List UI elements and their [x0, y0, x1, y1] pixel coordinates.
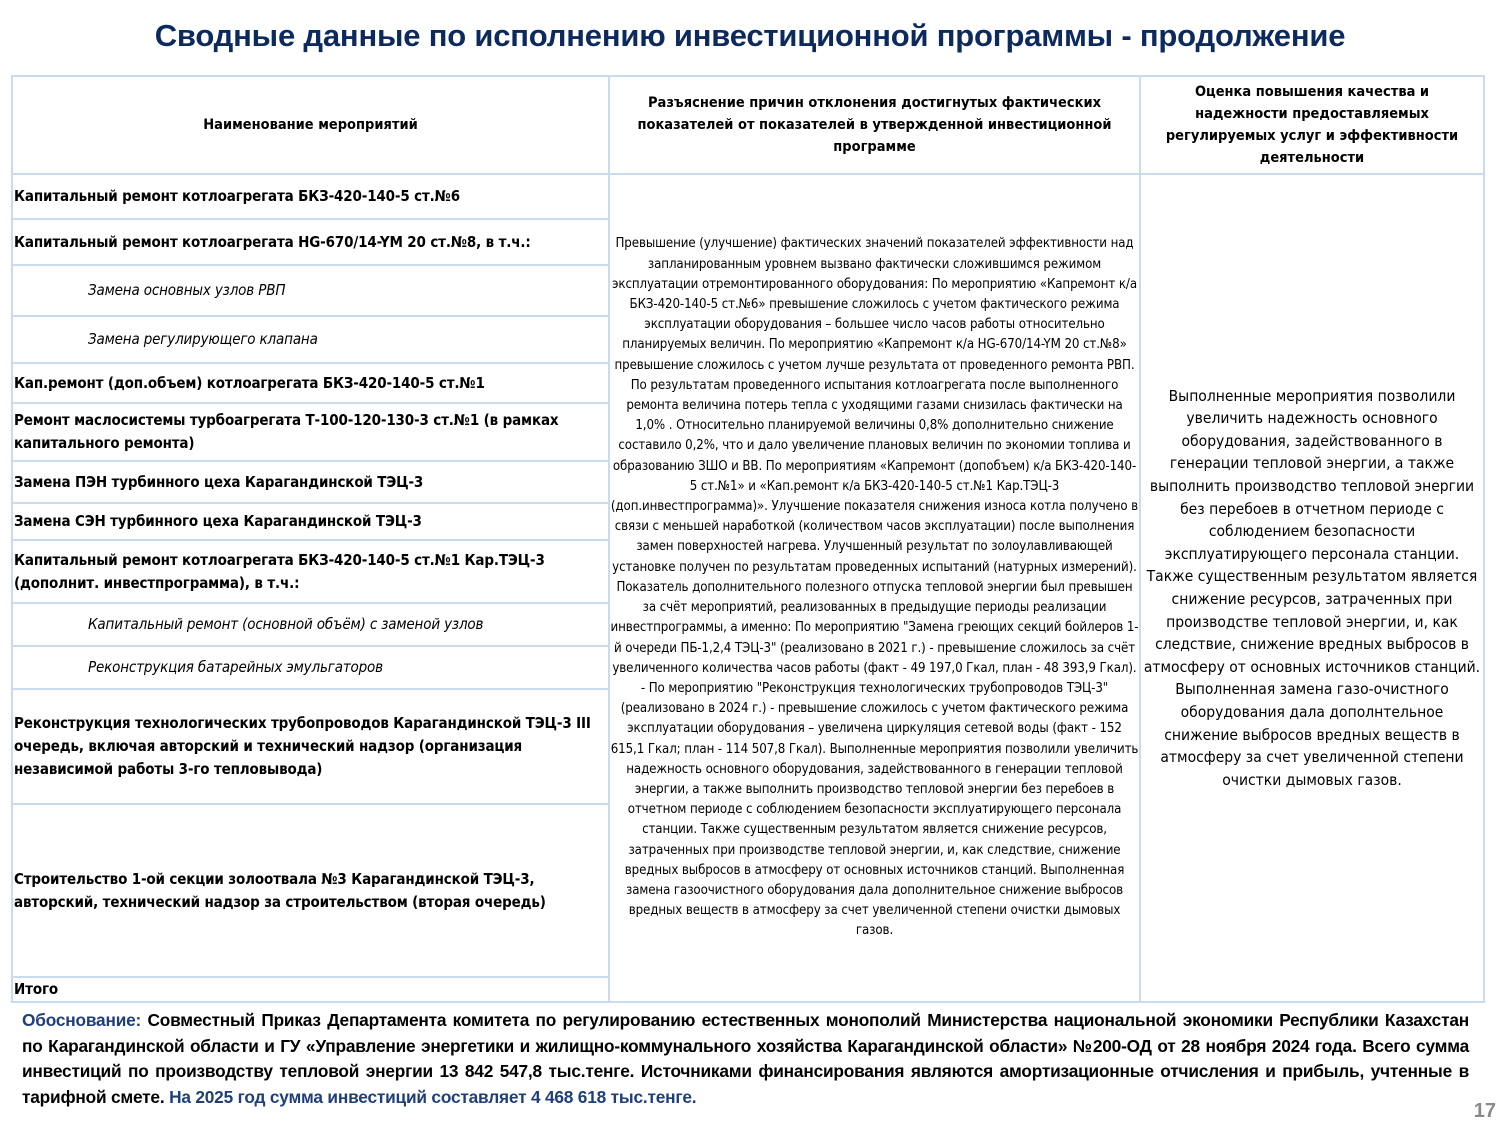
activity-name: Капитальный ремонт котлоагрегата БКЗ-420-140-5 ст.№6	[12, 174, 609, 219]
justification-note	[22, 1008, 1469, 1110]
page-number: 17	[1473, 1100, 1496, 1122]
activity-subitem: Капитальный ремонт (основной объём) с заменой узлов	[12, 603, 609, 646]
activity-subitem: Реконструкция батарейных эмульгаторов	[12, 646, 609, 689]
table-header-row	[12, 76, 1484, 174]
header-quality-evaluation: Оценка повышения качества и надежности предоставляемых регулируемых услуг и эффективности деятельности	[1140, 76, 1484, 174]
deviation-explanation: Превышение (улучшение) фактических значений показателей эффективности над запланированным уровнем вызвано фактически сложившимся режимом эксплуатации отремонтированного оборудования: По мероприятию «Капремонт к/а БКЗ-420-140-5 ст.№6» превышение сложилось с учетом фактического режима эксплуатации оборудования – большее число часов работы относительно планируемых величин. По мероприятию «Капремонт к/а HG-670/14-YM 20 ст.№8» превышение сложилось с учетом лучше результата от проведенного ремонта РВП. По результатам проведенного испытания котлоагрегата после выполненного ремонта величина потерь тепла с уходящими газами снизилась фактически на 1,0% . Относительно планируемой величины 0,8% дополнительно снижение составило 0,2%, что и дало увеличение плановых величин по экономии топлива и образованию ЗШО и ВВ. По мероприятиям «Капремонт (допобъем) к/а БКЗ-420-140-5 ст.№1» и «Кап.ремонт к/а БКЗ-420-140-5 ст.№1 Кар.ТЭЦ-3 (доп.инвестпрограмма)». Улучшение показателя снижения износа котла получено в связи с меньшей наработкой (количеством часов эксплуатации) после выполнения замен поверхностей нагрева. Улучшенный результат по золоулавливающей установке получен по результатам проведенных испытаний (натурных измерений). Показатель дополнительного полезного отпуска тепловой энергии был превышен за счёт мероприятий, реализованных в предыдущие периоды реализации инвестпрограммы, а именно: По мероприятию "Замена греющих секций бойлеров 1-й очереди ПБ-1,2,4 ТЭЦ-3" (реализовано в 2021 г.) - превышение сложилось за счёт увеличенного количества часов работы (факт - 49 197,0 Гкал, план - 48 393,9 Гкал). - По мероприятию "Реконструкция технологических трубопроводов ТЭЦ-3" (реализовано в 2024 г.) - превышение сложилось с учетом фактического режима эксплуатации оборудования – увеличена циркуляция сетевой воды (факт - 152 615,1 Гкал; план - 114 507,8 Гкал). Выполненные мероприятия позволили увеличить надежность основного оборудования, задействованного в генерации тепловой энергии, а также выполнить производство тепловой энергии без перебоев в отчетном периоде с соблюдением безопасности эксплуатирующего персонала станции. Также существенным результатом является снижение ресурсов, затраченных при производстве тепловой энергии, и, как следствие, снижение вредных выбросов в атмосферу от основных источников станций. Выполненная замена газоочистного оборудования дала дополнительное снижение выбросов вредных веществ в атмосферу за счет увеличенной степени очистки дымовых газов.	[609, 174, 1140, 1002]
activity-name: Кап.ремонт (доп.объем) котлоагрегата БКЗ-420-140-5 ст.№1	[12, 363, 609, 403]
header-activity-name: Наименование мероприятий	[12, 76, 609, 174]
activity-name: Реконструкция технологических трубопроводов Карагандинской ТЭЦ-3 III очередь, включая авторский и технический надзор (организация независимой работы 3-го тепловывода)	[12, 689, 609, 804]
justification-label: Обоснование:	[22, 1010, 142, 1030]
justification-text: Совместный Приказ Департамента комитета по регулированию естественных монополий Министерства национальной экономики Республики Казахстан по Карагандинской области и ГУ «Управление энергетики и жилищно-коммунального хозяйства Карагандинской области» №200-ОД от 28 ноября 2024 года. Всего сумма инвестиций по производству тепловой энергии 13 842 547,8 тыс.тенге. Источниками финансирования являются амортизационные отчисления и прибыль, учтенные в тарифной смете.	[22, 1010, 1469, 1107]
investment-summary-table	[11, 75, 1485, 1003]
quality-evaluation: Выполненные мероприятия позволили увеличить надежность основного оборудования, задействованного в генерации тепловой энергии, а также выполнить производство тепловой энергии без перебоев в отчетном периоде с соблюдением безопасности эксплуатирующего персонала станции. Также существенным результатом является снижение ресурсов, затраченных при производстве тепловой энергии, и, как следствие, снижение вредных выбросов в атмосферу от основных источников станций. Выполненная замена газо-очистного оборудования дала дополнтельное снижение выбросов вредных веществ в атмосферу за счет увеличенной степени очистки дымовых газов.	[1140, 174, 1484, 1002]
table-row	[12, 174, 1484, 219]
activity-subitem: Замена основных узлов РВП	[12, 265, 609, 316]
activity-name: Капитальный ремонт котлоагрегата HG-670/14-YM 20 ст.№8, в т.ч.:	[12, 219, 609, 265]
page-title: Сводные данные по исполнению инвестиционной программы - продолжение	[154, 18, 1346, 53]
total-label: Итого	[12, 977, 609, 1002]
activity-name: Строительство 1-ой секции золоотвала №3 Карагандинской ТЭЦ-3, авторский, технический надзор за строительством (вторая очередь)	[12, 804, 609, 977]
investment-2025-note: На 2025 год сумма инвестиций составляет 4 468 618 тыс.тенге.	[169, 1086, 697, 1107]
header-deviation-explanation: Разъяснение причин отклонения достигнутых фактических показателей от показателей в утвержденной инвестиционной программе	[609, 76, 1140, 174]
activity-name: Замена СЭН турбинного цеха Карагандинской ТЭЦ-3	[12, 503, 609, 540]
activity-subitem: Замена регулирующего клапана	[12, 316, 609, 363]
activity-name: Капитальный ремонт котлоагрегата БКЗ-420-140-5 ст.№1 Кар.ТЭЦ-3 (дополнит. инвестпрограмма), в т.ч.:	[12, 540, 609, 603]
activity-name: Ремонт маслосистемы турбоагрегата Т-100-120-130-3 ст.№1 (в рамках капитального ремонта)	[12, 403, 609, 461]
activity-name: Замена ПЭН турбинного цеха Карагандинской ТЭЦ-3	[12, 461, 609, 503]
